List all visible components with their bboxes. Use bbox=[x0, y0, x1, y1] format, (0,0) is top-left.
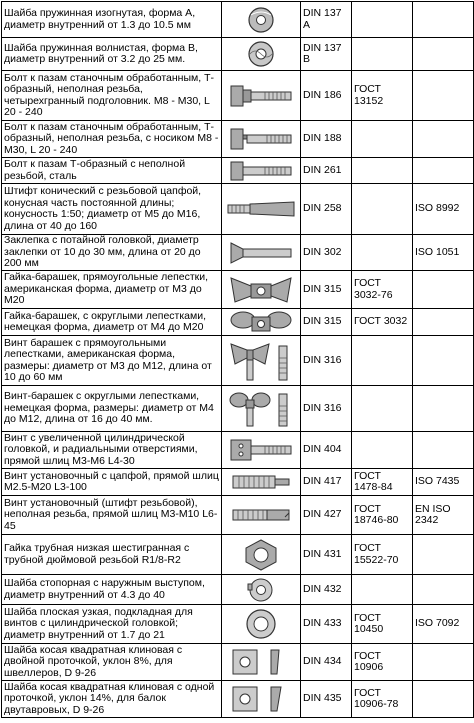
table-row bbox=[2, 432, 474, 469]
set-screw-dog-point-icon bbox=[225, 470, 297, 494]
curved-spring-washer-icon bbox=[231, 5, 291, 35]
din-cell: DIN 427 bbox=[301, 496, 352, 535]
din-cell: DIN 261 bbox=[301, 158, 352, 184]
table-row bbox=[2, 535, 474, 575]
din-cell: DIN 417 bbox=[301, 469, 352, 496]
wing-screw-german-icon bbox=[225, 388, 297, 430]
table-row bbox=[2, 158, 474, 184]
table-row bbox=[2, 235, 474, 271]
gost-cell bbox=[352, 38, 413, 71]
square-taper-washer-8-icon bbox=[225, 645, 297, 679]
table-row bbox=[2, 184, 474, 235]
din-cell: DIN 435 bbox=[301, 681, 352, 718]
iso-cell bbox=[413, 432, 474, 469]
gost-cell bbox=[352, 235, 413, 271]
table-row bbox=[2, 605, 474, 644]
iso-cell bbox=[413, 386, 474, 432]
t-head-bolt-icon bbox=[225, 159, 297, 183]
table-row bbox=[2, 469, 474, 496]
din-cell: DIN 302 bbox=[301, 235, 352, 271]
description-cell: Гайка трубная низкая шестигранная с трубной дюймовой резьбой R1/8-R2 bbox=[2, 535, 222, 575]
din-cell: DIN 432 bbox=[301, 575, 352, 605]
iso-cell bbox=[413, 71, 474, 121]
iso-cell: ISO 1051 bbox=[413, 235, 474, 271]
iso-cell bbox=[413, 681, 474, 718]
description-cell: Шайба пружинная изогнутая, форма А, диаметр внутренний от 1.3 до 10.5 мм bbox=[2, 2, 222, 38]
din-cell: DIN 137 B bbox=[301, 38, 352, 71]
iso-cell bbox=[413, 121, 474, 158]
tab-lock-washer-icon bbox=[231, 576, 291, 604]
gost-cell: ГОСТ 10906 bbox=[352, 644, 413, 681]
iso-cell: ISO 8992 bbox=[413, 184, 474, 235]
gost-cell: ГОСТ 3032-76 bbox=[352, 271, 413, 309]
gost-cell: ГОСТ 10906-78 bbox=[352, 681, 413, 718]
slotted-headless-screw-icon bbox=[225, 500, 297, 530]
pipe-hex-nut-icon bbox=[231, 537, 291, 573]
t-head-bolt-nib-icon bbox=[225, 123, 297, 155]
description-cell: Винт установочный (штифт резьбовой), неполная резьба, прямой шлиц М3-М10 L6-45 bbox=[2, 496, 222, 535]
gost-cell: ГОСТ 10450 bbox=[352, 605, 413, 644]
iso-cell bbox=[413, 2, 474, 38]
din-cell: DIN 316 bbox=[301, 386, 352, 432]
description-cell: Шайба плоская узкая, подкладная для винтов с цилиндрической головкой; диаметр внутренний от 1.7 до 21 bbox=[2, 605, 222, 644]
iso-cell bbox=[413, 336, 474, 386]
description-cell: Заклепка с потайной головкой, диаметр заклепки от 10 до 30 мм, длина от 20 до 200 мм bbox=[2, 235, 222, 271]
table-row bbox=[2, 121, 474, 158]
din-cell: DIN 434 bbox=[301, 644, 352, 681]
din-cell: DIN 188 bbox=[301, 121, 352, 158]
description-cell: Винт с увеличенной цилиндрической головкой, и радиальными отверстиями, прямой шлиц М3-М6 L4-30 bbox=[2, 432, 222, 469]
wing-screw-american-icon bbox=[225, 338, 297, 384]
gost-cell bbox=[352, 121, 413, 158]
flat-washer-icon bbox=[231, 606, 291, 642]
iso-cell: EN ISO 2342 bbox=[413, 496, 474, 535]
taper-pin-threaded-icon bbox=[224, 194, 298, 224]
iso-cell: ISO 7092 bbox=[413, 605, 474, 644]
iso-cell: ISO 7435 bbox=[413, 469, 474, 496]
iso-cell bbox=[413, 38, 474, 71]
gost-cell: ГОСТ 3032 bbox=[352, 309, 413, 336]
table-row bbox=[2, 309, 474, 336]
table-row bbox=[2, 575, 474, 605]
gost-cell: ГОСТ 18746-80 bbox=[352, 496, 413, 535]
description-cell: Шайба косая квадратная клиновая с двойной проточкой, уклон 8%, для швеллеров, D 9-26 bbox=[2, 644, 222, 681]
wing-nut-american-icon bbox=[225, 272, 297, 308]
din-cell: DIN 137 A bbox=[301, 2, 352, 38]
t-head-bolt-square-neck-icon bbox=[225, 76, 297, 116]
description-cell: Штифт конический с резьбовой цапфой, конусная часть постоянной длины; конусность 1:50; диаметр от М5 до М16, длина от 40 до 160 bbox=[2, 184, 222, 235]
din-cell: DIN 433 bbox=[301, 605, 352, 644]
description-cell: Гайка-барашек, с округлыми лепестками, немецкая форма, диаметр от М4 до М20 bbox=[2, 309, 222, 336]
gost-cell: ГОСТ 1478-84 bbox=[352, 469, 413, 496]
countersunk-rivet-icon bbox=[225, 238, 297, 268]
square-taper-washer-14-icon bbox=[225, 682, 297, 716]
din-cell: DIN 316 bbox=[301, 336, 352, 386]
iso-cell bbox=[413, 271, 474, 309]
capstan-screw-icon bbox=[225, 434, 297, 466]
table-row bbox=[2, 271, 474, 309]
description-cell: Болт к пазам станочным обработанным, Т-образный, неполная резьба, с носиком М8 - М30, L 20 - 240 bbox=[2, 121, 222, 158]
description-cell: Винт установочный с цапфой, прямой шлиц М2.5-М20 L3-100 bbox=[2, 469, 222, 496]
gost-cell: ГОСТ 13152 bbox=[352, 71, 413, 121]
gost-cell bbox=[352, 575, 413, 605]
din-cell: DIN 258 bbox=[301, 184, 352, 235]
fastener-standards-table bbox=[1, 1, 474, 718]
wing-nut-german-icon bbox=[225, 309, 297, 335]
description-cell: Шайба косая квадратная клиновая с одной проточкой, уклон 14%, для балок двутавровых, D 9-26 bbox=[2, 681, 222, 718]
din-cell: DIN 186 bbox=[301, 71, 352, 121]
description-cell: Шайба пружинная волнистая, форма В, диаметр внутренний от 3.2 до 25 мм. bbox=[2, 38, 222, 71]
iso-cell bbox=[413, 158, 474, 184]
iso-cell bbox=[413, 309, 474, 336]
gost-cell bbox=[352, 184, 413, 235]
table-row bbox=[2, 38, 474, 71]
din-cell: DIN 404 bbox=[301, 432, 352, 469]
description-cell: Гайка-барашек, прямоугольные лепестки, американская форма, диаметр от М3 до М20 bbox=[2, 271, 222, 309]
description-cell: Винт-барашек с округлыми лепестками, немецкая форма, размеры: диаметр от М4 до М12, длина от 16 до 40 мм. bbox=[2, 386, 222, 432]
table-row bbox=[2, 336, 474, 386]
description-cell: Шайба стопорная с наружным выступом, диаметр внутренний от 4.3 до 40 bbox=[2, 575, 222, 605]
din-cell: DIN 315 bbox=[301, 271, 352, 309]
gost-cell: ГОСТ 15522-70 bbox=[352, 535, 413, 575]
table-row bbox=[2, 681, 474, 718]
gost-cell bbox=[352, 386, 413, 432]
description-cell: Болт к пазам станочным обработанным, Т-образный, неполная резьба, четырехгранный подголовник. М8 - М30, L 20 - 240 bbox=[2, 71, 222, 121]
din-cell: DIN 315 bbox=[301, 309, 352, 336]
gost-cell bbox=[352, 432, 413, 469]
din-cell: DIN 431 bbox=[301, 535, 352, 575]
iso-cell bbox=[413, 535, 474, 575]
table-row bbox=[2, 2, 474, 38]
table-row bbox=[2, 644, 474, 681]
description-cell: Винт барашек с прямоугольными лепестками, американская форма, размеры: диаметр от М3 до М12, длина от 10 до 60 мм bbox=[2, 336, 222, 386]
table-row bbox=[2, 496, 474, 535]
gost-cell bbox=[352, 158, 413, 184]
description-cell: Болт к пазам Т-образный с неполной резьбой, сталь bbox=[2, 158, 222, 184]
gost-cell bbox=[352, 336, 413, 386]
iso-cell bbox=[413, 644, 474, 681]
gost-cell bbox=[352, 2, 413, 38]
wave-spring-washer-icon bbox=[231, 39, 291, 69]
table-row bbox=[2, 386, 474, 432]
table-row bbox=[2, 71, 474, 121]
iso-cell bbox=[413, 575, 474, 605]
